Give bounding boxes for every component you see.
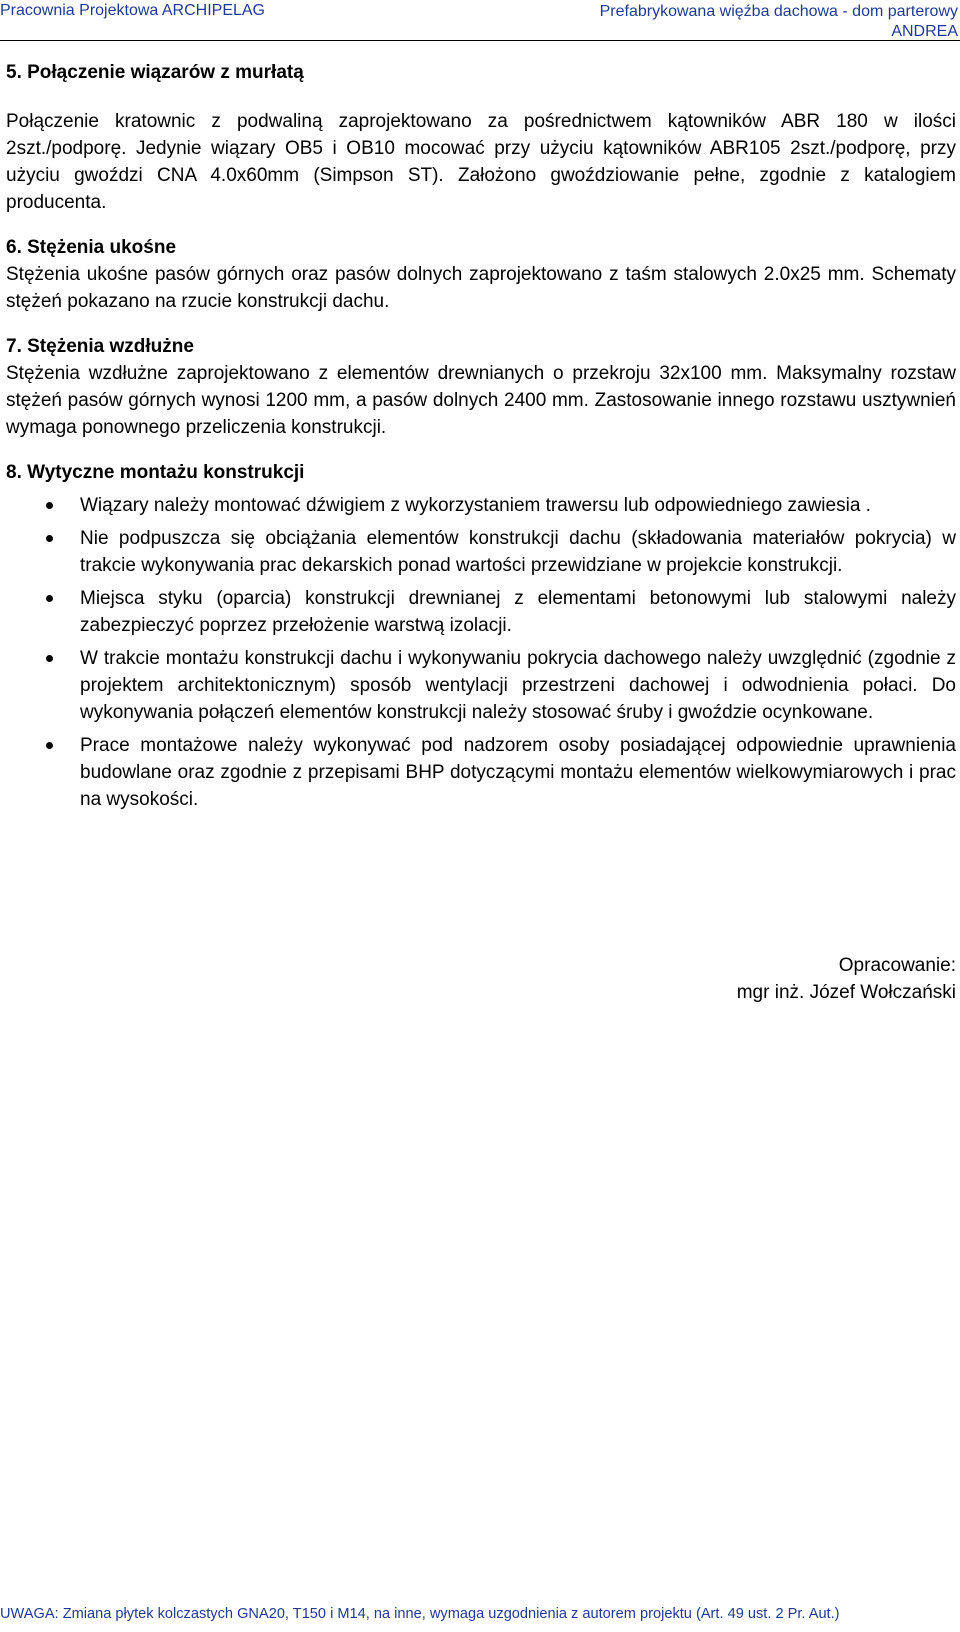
section-5 — [6, 59, 956, 216]
section-paragraph: Stężenia wzdłużne zaprojektowano z elementów drewnianych o przekroju 32x100 mm. Maksymalny rozstaw stężeń pasów górnych wynosi 1200 mm, a pasów dolnych 2400 mm. Zastosowanie innego rozstawu usztywnień wymaga ponownego przeliczenia konstrukcji. — [6, 363, 956, 438]
bullet-icon — [46, 742, 53, 749]
bullet-icon — [46, 502, 53, 509]
section-title: 5. Połączenie wiązarów z murłatą — [6, 62, 304, 83]
signature-block — [737, 952, 956, 1006]
list-item — [6, 585, 956, 639]
header-project-title: Prefabrykowana więźba dachowa - dom parterowy — [599, 3, 958, 20]
section-title: 7. Stężenia wzdłużne — [6, 336, 194, 357]
section-paragraph: Połączenie kratownic z podwaliną zaprojektowano za pośrednictwem kątowników ABR 180 w ilości 2szt./podporę. Jedynie wiązary OB5 i OB10 mocować przy użyciu kątowników ABR105 2szt./podporę, przy użyciu gwoździ CNA 4.0x60mm (Simpson ST). Założono gwoździowanie pełne, zgodnie z katalogiem producenta. — [6, 111, 956, 213]
list-item-text: Miejsca styku (oparcia) konstrukcji drewnianej z elementami betonowymi lub stalowymi należy zabezpieczyć poprzez przełożenie warstwą izolacji. — [80, 588, 956, 636]
bullet-icon — [46, 655, 53, 662]
list-item-text: Wiązary należy montować dźwigiem z wykorzystaniem trawersu lub odpowiedniego zawiesia . — [80, 495, 871, 516]
section-title: 8. Wytyczne montażu konstrukcji — [6, 462, 305, 483]
header-project — [600, 2, 958, 42]
list-item — [6, 525, 956, 579]
list-item — [6, 732, 956, 813]
signature-name: mgr inż. Józef Wołczański — [736, 982, 956, 1003]
section-6 — [6, 234, 956, 315]
page-footer-note: UWAGA: Zmiana płytek kolczastych GNA20, T150 i M14, na inne, wymaga uzgodnienia z autorem projektu (Art. 49 ust. 2 Pr. Aut.) — [0, 1606, 840, 1622]
bullet-icon — [46, 535, 53, 542]
list-item-text: Prace montażowe należy wykonywać pod nadzorem osoby posiadającej odpowiednie uprawnienia budowlane oraz zgodnie z przepisami BHP dotyczącymi montażu elementów wielkowymiarowych i prac na wysokości. — [80, 735, 956, 810]
section-7 — [6, 333, 956, 441]
page-header — [0, 0, 960, 41]
list-item — [6, 492, 956, 519]
list-item — [6, 645, 956, 726]
document-body — [6, 59, 956, 819]
guidelines-list — [6, 492, 956, 813]
header-company: Pracownia Projektowa ARCHIPELAG — [0, 2, 265, 19]
list-item-text: Nie podpuszcza się obciążania elementów konstrukcji dachu (składowania materiałów pokrycia) w trakcie wykonywania prac dekarskich ponad wartości przewidziane w projekcie konstrukcji. — [80, 528, 956, 576]
list-item-text: W trakcie montażu konstrukcji dachu i wykonywaniu pokrycia dachowego należy uwzględnić (zgodnie z projektem architektonicznym) sposób wentylacji przestrzeni dachowej i odwodnienia połaci. Do wykonywania połączeń elementów konstrukcji należy stosować śruby i gwoździe ocynkowane. — [80, 648, 956, 723]
section-paragraph: Stężenia ukośne pasów górnych oraz pasów dolnych zaprojektowano z taśm stalowych 2.0x25 mm. Schematy stężeń pokazano na rzucie konstrukcji dachu. — [6, 264, 956, 312]
signature-label: Opracowanie: — [838, 955, 956, 976]
header-project-name: ANDREA — [891, 23, 958, 40]
bullet-icon — [46, 595, 53, 602]
section-title: 6. Stężenia ukośne — [6, 237, 177, 258]
section-8 — [6, 459, 956, 813]
